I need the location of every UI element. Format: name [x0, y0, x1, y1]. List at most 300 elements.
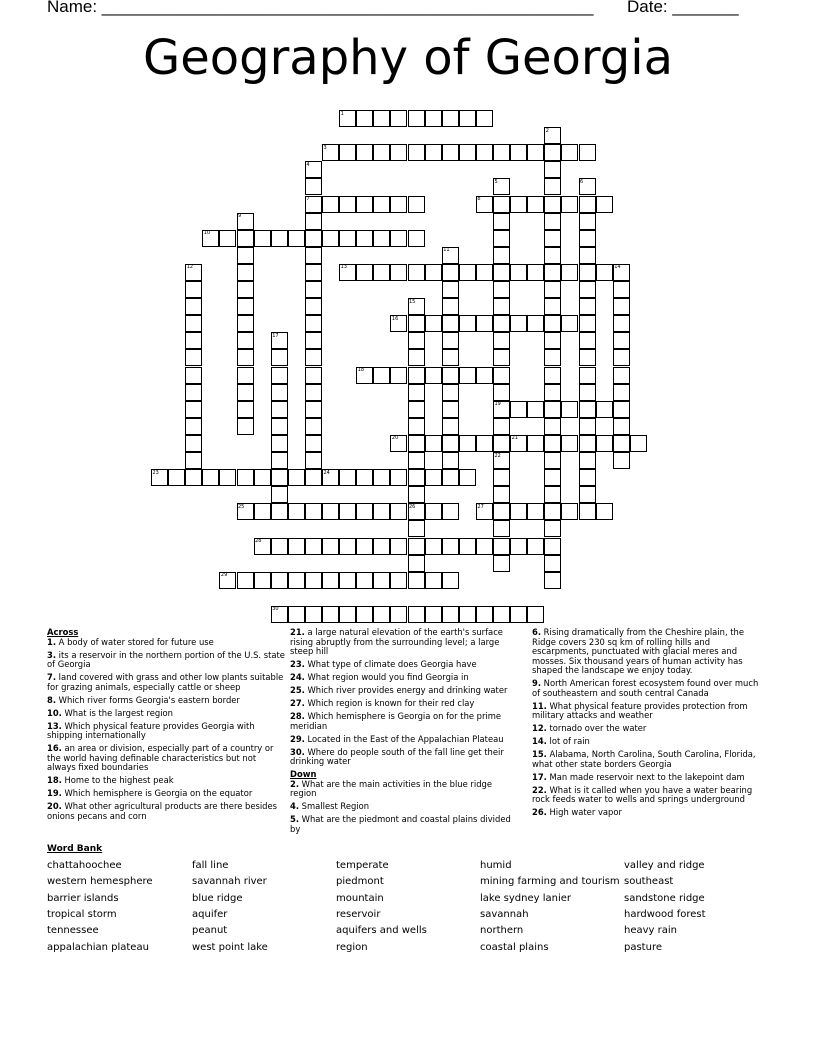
- grid-cell[interactable]: [288, 503, 305, 520]
- grid-cell[interactable]: [271, 435, 288, 452]
- grid-cell[interactable]: [544, 401, 561, 418]
- grid-cell[interactable]: [493, 213, 510, 230]
- grid-cell[interactable]: [579, 315, 596, 332]
- grid-cell[interactable]: [408, 418, 425, 435]
- grid-cell[interactable]: [305, 298, 322, 315]
- grid-cell[interactable]: [579, 435, 596, 452]
- grid-cell[interactable]: [442, 144, 459, 161]
- grid-cell[interactable]: [493, 196, 510, 213]
- grid-cell[interactable]: [493, 555, 510, 572]
- grid-cell[interactable]: [339, 503, 356, 520]
- grid-cell[interactable]: [254, 503, 271, 520]
- grid-cell[interactable]: [442, 264, 459, 281]
- grid-cell[interactable]: [493, 435, 510, 452]
- grid-cell[interactable]: [185, 384, 202, 401]
- grid-cell[interactable]: [613, 298, 630, 315]
- grid-cell[interactable]: [305, 469, 322, 486]
- grid-cell[interactable]: [613, 384, 630, 401]
- grid-cell[interactable]: [561, 435, 578, 452]
- grid-cell[interactable]: [408, 196, 425, 213]
- grid-cell[interactable]: [408, 384, 425, 401]
- grid-cell[interactable]: [442, 538, 459, 555]
- grid-cell[interactable]: [237, 315, 254, 332]
- grid-cell[interactable]: [493, 349, 510, 366]
- grid-cell[interactable]: [305, 264, 322, 281]
- grid-cell[interactable]: [373, 264, 390, 281]
- grid-cell[interactable]: [544, 161, 561, 178]
- grid-cell[interactable]: [544, 435, 561, 452]
- grid-cell[interactable]: [527, 196, 544, 213]
- grid-cell[interactable]: [390, 572, 407, 589]
- grid-cell[interactable]: [459, 538, 476, 555]
- grid-cell[interactable]: [527, 538, 544, 555]
- grid-cell[interactable]: [339, 230, 356, 247]
- grid-cell[interactable]: [356, 469, 373, 486]
- grid-cell[interactable]: [579, 332, 596, 349]
- grid-cell[interactable]: [271, 486, 288, 503]
- grid-cell[interactable]: [561, 503, 578, 520]
- grid-cell[interactable]: [544, 298, 561, 315]
- grid-cell[interactable]: [305, 213, 322, 230]
- grid-cell[interactable]: [237, 469, 254, 486]
- grid-cell[interactable]: [442, 332, 459, 349]
- grid-cell[interactable]: [356, 503, 373, 520]
- grid-cell[interactable]: [219, 469, 236, 486]
- grid-cell[interactable]: [493, 486, 510, 503]
- grid-cell[interactable]: [373, 144, 390, 161]
- grid-cell[interactable]: [185, 367, 202, 384]
- grid-cell[interactable]: [544, 247, 561, 264]
- grid-cell[interactable]: [305, 315, 322, 332]
- grid-cell[interactable]: [356, 264, 373, 281]
- grid-cell[interactable]: [544, 349, 561, 366]
- grid-cell[interactable]: [237, 230, 254, 247]
- grid-cell[interactable]: [356, 144, 373, 161]
- grid-cell[interactable]: [408, 349, 425, 366]
- grid-cell[interactable]: [408, 332, 425, 349]
- grid-cell[interactable]: [527, 435, 544, 452]
- grid-cell[interactable]: [544, 281, 561, 298]
- grid-cell[interactable]: [425, 503, 442, 520]
- grid-cell[interactable]: [425, 572, 442, 589]
- grid-cell[interactable]: [271, 503, 288, 520]
- grid-cell[interactable]: [408, 555, 425, 572]
- grid-cell[interactable]: [390, 469, 407, 486]
- grid-cell[interactable]: [613, 281, 630, 298]
- grid-cell[interactable]: [561, 315, 578, 332]
- grid-cell[interactable]: [305, 178, 322, 195]
- grid-cell[interactable]: [527, 315, 544, 332]
- grid-cell[interactable]: [459, 469, 476, 486]
- grid-cell[interactable]: [579, 367, 596, 384]
- grid-cell[interactable]: [442, 418, 459, 435]
- grid-cell[interactable]: [579, 486, 596, 503]
- grid-cell[interactable]: [305, 401, 322, 418]
- grid-cell[interactable]: [254, 572, 271, 589]
- grid-cell[interactable]: [579, 418, 596, 435]
- grid-cell[interactable]: [493, 520, 510, 537]
- grid-cell[interactable]: [544, 520, 561, 537]
- grid-cell[interactable]: [408, 401, 425, 418]
- grid-cell[interactable]: [527, 503, 544, 520]
- grid-cell[interactable]: [237, 367, 254, 384]
- grid-cell[interactable]: [544, 332, 561, 349]
- grid-cell[interactable]: [168, 469, 185, 486]
- grid-cell[interactable]: [390, 367, 407, 384]
- grid-cell[interactable]: [408, 486, 425, 503]
- grid-cell[interactable]: [271, 452, 288, 469]
- grid-cell[interactable]: [613, 435, 630, 452]
- grid-cell[interactable]: [237, 572, 254, 589]
- grid-cell[interactable]: [408, 110, 425, 127]
- grid-cell[interactable]: [544, 196, 561, 213]
- grid-cell[interactable]: [305, 247, 322, 264]
- grid-cell[interactable]: [305, 281, 322, 298]
- grid-cell[interactable]: [596, 401, 613, 418]
- grid-cell[interactable]: [425, 435, 442, 452]
- grid-cell[interactable]: [373, 110, 390, 127]
- grid-cell[interactable]: [356, 606, 373, 623]
- grid-cell[interactable]: [459, 315, 476, 332]
- grid-cell[interactable]: [390, 144, 407, 161]
- grid-cell[interactable]: [185, 315, 202, 332]
- grid-cell[interactable]: [476, 264, 493, 281]
- grid-cell[interactable]: [613, 367, 630, 384]
- grid-cell[interactable]: [390, 538, 407, 555]
- grid-cell[interactable]: [459, 110, 476, 127]
- grid-cell[interactable]: [442, 503, 459, 520]
- grid-cell[interactable]: [493, 606, 510, 623]
- grid-cell[interactable]: [305, 452, 322, 469]
- grid-cell[interactable]: [544, 384, 561, 401]
- grid-cell[interactable]: [613, 418, 630, 435]
- grid-cell[interactable]: [613, 349, 630, 366]
- grid-cell[interactable]: [373, 469, 390, 486]
- grid-cell[interactable]: [442, 281, 459, 298]
- grid-cell[interactable]: [373, 367, 390, 384]
- grid-cell[interactable]: [322, 503, 339, 520]
- grid-cell[interactable]: [459, 435, 476, 452]
- grid-cell[interactable]: [493, 230, 510, 247]
- grid-cell[interactable]: [271, 401, 288, 418]
- grid-cell[interactable]: [510, 538, 527, 555]
- grid-cell[interactable]: [305, 230, 322, 247]
- grid-cell[interactable]: [237, 298, 254, 315]
- grid-cell[interactable]: [579, 196, 596, 213]
- grid-cell[interactable]: [408, 264, 425, 281]
- grid-cell[interactable]: [185, 469, 202, 486]
- grid-cell[interactable]: [271, 572, 288, 589]
- grid-cell[interactable]: [305, 435, 322, 452]
- grid-cell[interactable]: [544, 367, 561, 384]
- grid-cell[interactable]: [408, 520, 425, 537]
- grid-cell[interactable]: [442, 401, 459, 418]
- grid-cell[interactable]: [579, 213, 596, 230]
- grid-cell[interactable]: [271, 384, 288, 401]
- grid-cell[interactable]: [339, 469, 356, 486]
- grid-cell[interactable]: [579, 247, 596, 264]
- grid-cell[interactable]: [339, 572, 356, 589]
- grid-cell[interactable]: [237, 384, 254, 401]
- grid-cell[interactable]: [544, 144, 561, 161]
- grid-cell[interactable]: [476, 538, 493, 555]
- grid-cell[interactable]: [373, 606, 390, 623]
- grid-cell[interactable]: [271, 230, 288, 247]
- grid-cell[interactable]: [493, 367, 510, 384]
- grid-cell[interactable]: [613, 332, 630, 349]
- grid-cell[interactable]: [425, 264, 442, 281]
- grid-cell[interactable]: [527, 144, 544, 161]
- grid-cell[interactable]: [442, 315, 459, 332]
- grid-cell[interactable]: [356, 538, 373, 555]
- grid-cell[interactable]: [288, 469, 305, 486]
- grid-cell[interactable]: [305, 349, 322, 366]
- grid-cell[interactable]: [305, 503, 322, 520]
- grid-cell[interactable]: [579, 230, 596, 247]
- grid-cell[interactable]: [237, 401, 254, 418]
- grid-cell[interactable]: [254, 469, 271, 486]
- grid-cell[interactable]: [408, 435, 425, 452]
- grid-cell[interactable]: [442, 606, 459, 623]
- date-field[interactable]: Date: _______: [627, 0, 739, 16]
- grid-cell[interactable]: [579, 264, 596, 281]
- grid-cell[interactable]: [442, 452, 459, 469]
- grid-cell[interactable]: [425, 144, 442, 161]
- grid-cell[interactable]: [237, 281, 254, 298]
- grid-cell[interactable]: [305, 418, 322, 435]
- grid-cell[interactable]: [544, 538, 561, 555]
- grid-cell[interactable]: [476, 144, 493, 161]
- grid-cell[interactable]: [288, 230, 305, 247]
- grid-cell[interactable]: [390, 503, 407, 520]
- grid-cell[interactable]: [237, 349, 254, 366]
- grid-cell[interactable]: [356, 196, 373, 213]
- grid-cell[interactable]: [356, 572, 373, 589]
- name-field[interactable]: Name: ____________________________________________________: [47, 0, 594, 16]
- grid-cell[interactable]: [596, 503, 613, 520]
- grid-cell[interactable]: [305, 572, 322, 589]
- grid-cell[interactable]: [408, 572, 425, 589]
- grid-cell[interactable]: [579, 298, 596, 315]
- grid-cell[interactable]: [271, 469, 288, 486]
- grid-cell[interactable]: [219, 230, 236, 247]
- grid-cell[interactable]: [185, 298, 202, 315]
- grid-cell[interactable]: [425, 110, 442, 127]
- grid-cell[interactable]: [237, 332, 254, 349]
- grid-cell[interactable]: [544, 213, 561, 230]
- grid-cell[interactable]: [579, 384, 596, 401]
- grid-cell[interactable]: [544, 469, 561, 486]
- grid-cell[interactable]: [237, 418, 254, 435]
- grid-cell[interactable]: [254, 230, 271, 247]
- grid-cell[interactable]: [271, 349, 288, 366]
- grid-cell[interactable]: [442, 298, 459, 315]
- grid-cell[interactable]: [493, 503, 510, 520]
- grid-cell[interactable]: [596, 264, 613, 281]
- grid-cell[interactable]: [322, 538, 339, 555]
- grid-cell[interactable]: [305, 332, 322, 349]
- grid-cell[interactable]: [305, 367, 322, 384]
- grid-cell[interactable]: [288, 606, 305, 623]
- grid-cell[interactable]: [613, 452, 630, 469]
- grid-cell[interactable]: [561, 144, 578, 161]
- grid-cell[interactable]: [339, 606, 356, 623]
- grid-cell[interactable]: [185, 435, 202, 452]
- grid-cell[interactable]: [544, 572, 561, 589]
- grid-cell[interactable]: [408, 452, 425, 469]
- grid-cell[interactable]: [493, 384, 510, 401]
- grid-cell[interactable]: [185, 349, 202, 366]
- grid-cell[interactable]: [322, 230, 339, 247]
- grid-cell[interactable]: [544, 503, 561, 520]
- grid-cell[interactable]: [322, 606, 339, 623]
- grid-cell[interactable]: [185, 332, 202, 349]
- grid-cell[interactable]: [390, 264, 407, 281]
- grid-cell[interactable]: [408, 230, 425, 247]
- grid-cell[interactable]: [579, 349, 596, 366]
- grid-cell[interactable]: [476, 315, 493, 332]
- grid-cell[interactable]: [544, 418, 561, 435]
- grid-cell[interactable]: [596, 196, 613, 213]
- grid-cell[interactable]: [510, 144, 527, 161]
- grid-cell[interactable]: [373, 503, 390, 520]
- grid-cell[interactable]: [510, 401, 527, 418]
- grid-cell[interactable]: [390, 196, 407, 213]
- grid-cell[interactable]: [339, 196, 356, 213]
- grid-cell[interactable]: [510, 264, 527, 281]
- grid-cell[interactable]: [425, 469, 442, 486]
- grid-cell[interactable]: [356, 110, 373, 127]
- grid-cell[interactable]: [425, 315, 442, 332]
- grid-cell[interactable]: [510, 503, 527, 520]
- grid-cell[interactable]: [390, 606, 407, 623]
- grid-cell[interactable]: [390, 110, 407, 127]
- grid-cell[interactable]: [579, 503, 596, 520]
- grid-cell[interactable]: [579, 452, 596, 469]
- grid-cell[interactable]: [425, 367, 442, 384]
- grid-cell[interactable]: [493, 298, 510, 315]
- grid-cell[interactable]: [442, 572, 459, 589]
- grid-cell[interactable]: [185, 281, 202, 298]
- grid-cell[interactable]: [271, 367, 288, 384]
- grid-cell[interactable]: [442, 349, 459, 366]
- grid-cell[interactable]: [425, 538, 442, 555]
- grid-cell[interactable]: [425, 606, 442, 623]
- grid-cell[interactable]: [544, 555, 561, 572]
- grid-cell[interactable]: [493, 247, 510, 264]
- grid-cell[interactable]: [459, 144, 476, 161]
- grid-cell[interactable]: [373, 196, 390, 213]
- grid-cell[interactable]: [544, 452, 561, 469]
- grid-cell[interactable]: [579, 401, 596, 418]
- grid-cell[interactable]: [305, 538, 322, 555]
- grid-cell[interactable]: [544, 264, 561, 281]
- grid-cell[interactable]: [442, 435, 459, 452]
- grid-cell[interactable]: [288, 572, 305, 589]
- grid-cell[interactable]: [493, 144, 510, 161]
- grid-cell[interactable]: [339, 144, 356, 161]
- grid-cell[interactable]: [493, 469, 510, 486]
- grid-cell[interactable]: [373, 230, 390, 247]
- grid-cell[interactable]: [356, 230, 373, 247]
- grid-cell[interactable]: [561, 196, 578, 213]
- grid-cell[interactable]: [527, 401, 544, 418]
- grid-cell[interactable]: [510, 606, 527, 623]
- grid-cell[interactable]: [579, 281, 596, 298]
- grid-cell[interactable]: [185, 401, 202, 418]
- grid-cell[interactable]: [408, 538, 425, 555]
- grid-cell[interactable]: [288, 538, 305, 555]
- grid-cell[interactable]: [459, 606, 476, 623]
- grid-cell[interactable]: [373, 538, 390, 555]
- grid-cell[interactable]: [408, 469, 425, 486]
- grid-cell[interactable]: [237, 247, 254, 264]
- grid-cell[interactable]: [408, 315, 425, 332]
- grid-cell[interactable]: [185, 418, 202, 435]
- grid-cell[interactable]: [322, 196, 339, 213]
- grid-cell[interactable]: [493, 538, 510, 555]
- grid-cell[interactable]: [544, 230, 561, 247]
- grid-cell[interactable]: [613, 315, 630, 332]
- grid-cell[interactable]: [373, 572, 390, 589]
- grid-cell[interactable]: [322, 572, 339, 589]
- grid-cell[interactable]: [630, 435, 647, 452]
- grid-cell[interactable]: [271, 418, 288, 435]
- grid-cell[interactable]: [544, 315, 561, 332]
- grid-cell[interactable]: [408, 144, 425, 161]
- grid-cell[interactable]: [442, 384, 459, 401]
- grid-cell[interactable]: [442, 469, 459, 486]
- grid-cell[interactable]: [579, 144, 596, 161]
- grid-cell[interactable]: [493, 264, 510, 281]
- grid-cell[interactable]: [305, 384, 322, 401]
- grid-cell[interactable]: [408, 606, 425, 623]
- grid-cell[interactable]: [305, 606, 322, 623]
- grid-cell[interactable]: [596, 435, 613, 452]
- grid-cell[interactable]: [476, 606, 493, 623]
- grid-cell[interactable]: [390, 230, 407, 247]
- grid-cell[interactable]: [493, 418, 510, 435]
- grid-cell[interactable]: [442, 110, 459, 127]
- grid-cell[interactable]: [442, 367, 459, 384]
- grid-cell[interactable]: [459, 264, 476, 281]
- grid-cell[interactable]: [476, 435, 493, 452]
- grid-cell[interactable]: [202, 469, 219, 486]
- grid-cell[interactable]: [493, 315, 510, 332]
- grid-cell[interactable]: [237, 264, 254, 281]
- grid-cell[interactable]: [476, 367, 493, 384]
- grid-cell[interactable]: [527, 264, 544, 281]
- grid-cell[interactable]: [339, 538, 356, 555]
- grid-cell[interactable]: [579, 469, 596, 486]
- grid-cell[interactable]: [476, 110, 493, 127]
- grid-cell[interactable]: [185, 452, 202, 469]
- grid-cell[interactable]: [527, 606, 544, 623]
- grid-cell[interactable]: [544, 486, 561, 503]
- grid-cell[interactable]: [408, 367, 425, 384]
- grid-cell[interactable]: [271, 538, 288, 555]
- grid-cell[interactable]: [561, 401, 578, 418]
- grid-cell[interactable]: [613, 401, 630, 418]
- grid-cell[interactable]: [493, 281, 510, 298]
- grid-cell[interactable]: [544, 178, 561, 195]
- grid-cell[interactable]: [561, 264, 578, 281]
- grid-cell[interactable]: [510, 196, 527, 213]
- grid-cell[interactable]: [459, 367, 476, 384]
- clue-text: Rising dramatically from the Cheshire plain, the Ridge covers 230 sq km of rolling hills and escarpments, punctuated with glacial meres and mosses. Six thousand years of human activity has shaped the landscape we enjoy today.: [532, 627, 745, 675]
- grid-cell[interactable]: [493, 332, 510, 349]
- grid-cell[interactable]: [510, 315, 527, 332]
